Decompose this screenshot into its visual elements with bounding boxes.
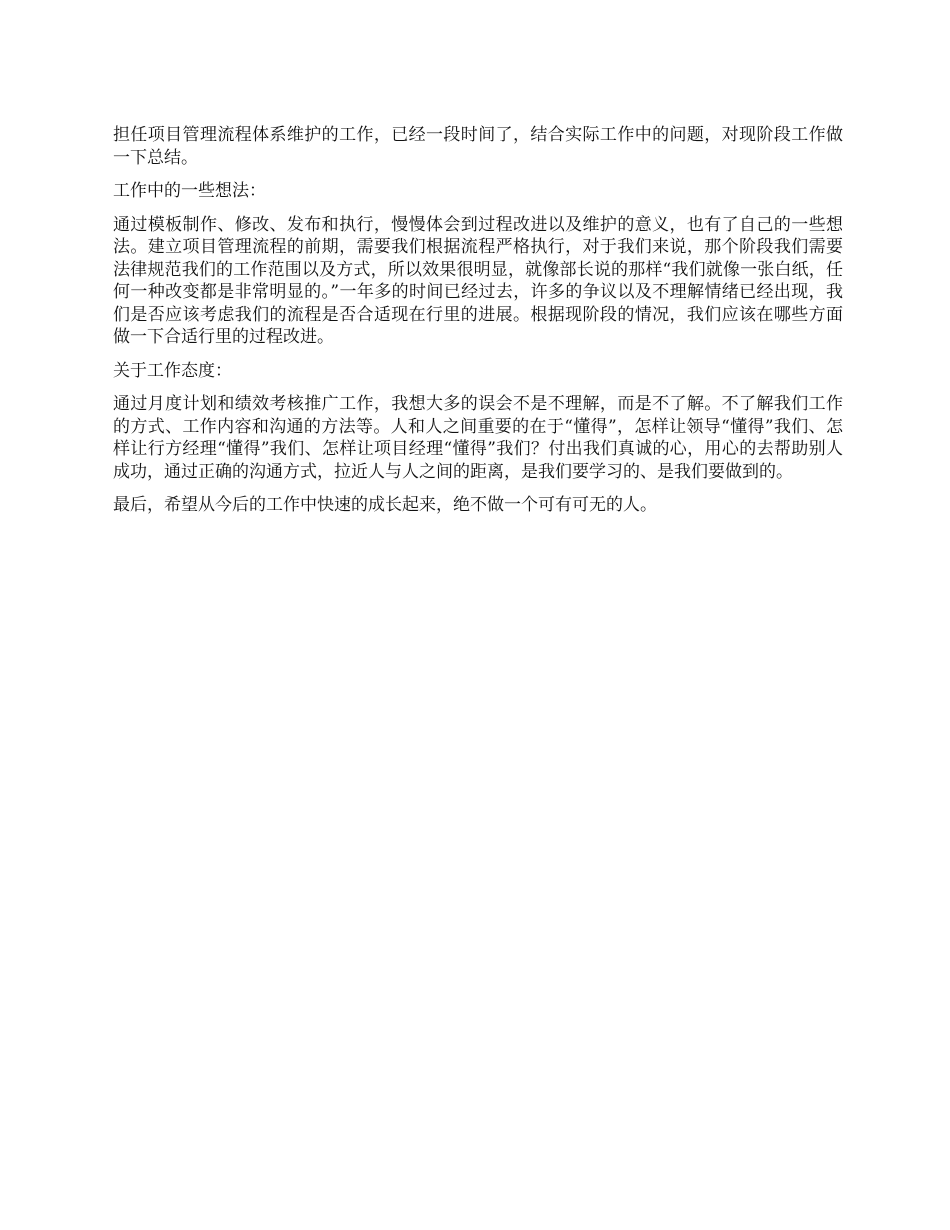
closing-paragraph: 最后，希望从今后的工作中快速的成长起来，绝不做一个可有可无的人。 [113, 495, 657, 515]
section-heading-attitude: 关于工作态度： [113, 360, 232, 381]
document-body [113, 124, 843, 528]
intro-paragraph: 担任项目管理流程体系维护的工作，已经一段时间了，结合实际工作中的问题，对现阶段工作做一下总结。 [113, 125, 843, 168]
attitude-paragraph: 通过月度计划和绩效考核推广工作，我想大多的误会不是不理解，而是不了解。不了解我们工作的方式、工作内容和沟通的方法等。人和人之间重要的在于“懂得”，怎样让领导“懂得”我们、怎样让行方经理“懂得”我们、怎样让项目经理“懂得”我们？付出我们真诚的心，用心的去帮助别人成功，通过正确的沟通方式，拉近人与人之间的距离，是我们要学习的、是我们要做到的。 [113, 394, 843, 482]
section-heading-thoughts: 工作中的一些想法： [113, 181, 266, 201]
thoughts-paragraph: 通过模板制作、修改、发布和执行，慢慢体会到过程改进以及维护的意义，也有了自己的一些想法。建立项目管理流程的前期，需要我们根据流程严格执行，对于我们来说，那个阶段我们需要法律规范我们的工作范围以及方式，所以效果很明显，就像部长说的那样“我们就像一张白纸，任何一种改变都是非常明显的。”一年多的时间已经过去，许多的争议以及不理解情绪已经出现，我们是否应该考虑我们的流程是否合适现在行里的进展。根据现阶段的情况，我们应该在哪些方面做一下合适行里的过程改进。 [113, 214, 843, 347]
